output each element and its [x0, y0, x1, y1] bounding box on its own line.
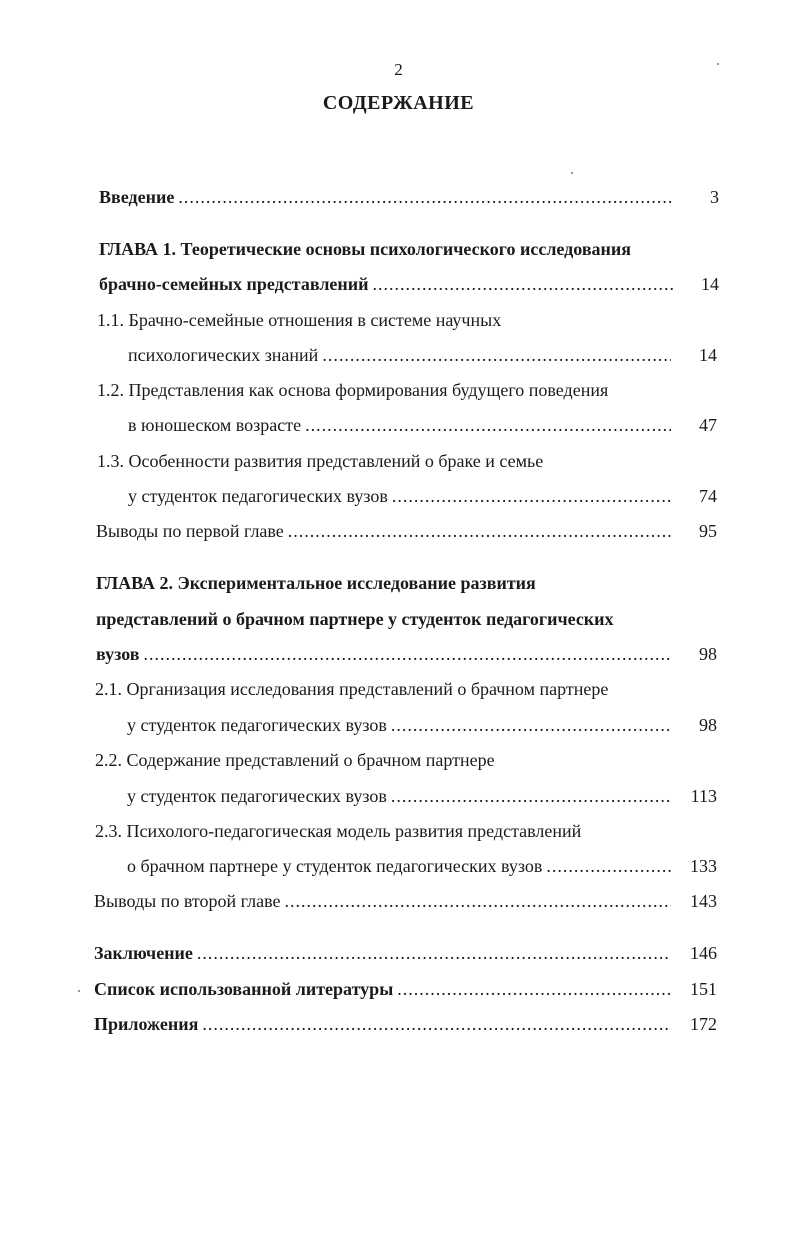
scan-speck: [78, 990, 80, 992]
scan-speck: [571, 172, 573, 174]
toc-section-1-2-title: [97, 379, 717, 401]
toc-entry-label: Выводы по первой главе: [96, 521, 284, 541]
page-number: 2: [394, 60, 403, 79]
toc-entry-label: 1.3. Особенности развития представлений о браке и семье: [97, 451, 544, 471]
toc-entry-label: Выводы по второй главе: [94, 891, 281, 911]
leader-dots: [284, 890, 671, 912]
toc-entry-label: у студенток педагогических вузов: [128, 486, 388, 506]
leader-dots: [546, 855, 671, 877]
toc-entry-conclusions-1: [96, 520, 717, 542]
toc-entry-page: 146: [690, 943, 717, 963]
toc-entry-page: 133: [690, 856, 717, 876]
toc-entry-page: 113: [690, 786, 717, 806]
toc-entry-label: ГЛАВА 1. Теоретические основы психологического исследования: [99, 239, 632, 259]
leader-dots: [392, 485, 671, 507]
leader-dots: [197, 942, 671, 964]
toc-section-2-2-title: [95, 749, 717, 771]
toc-entry-label: 1.1. Брачно-семейные отношения в системе научных: [97, 310, 502, 330]
toc-entry-label: Заключение: [94, 943, 193, 963]
toc-entry-page: 74: [699, 486, 717, 506]
toc-entry-page: 143: [690, 891, 717, 911]
toc-entry-label: в юношеском возрасте: [128, 415, 302, 435]
toc-entry-page: 98: [699, 644, 717, 664]
toc-entry-label: психологических знаний: [128, 345, 319, 365]
toc-section-2-2: [127, 785, 717, 807]
toc-entry-label: 1.2. Представления как основа формирования будущего поведения: [97, 380, 609, 400]
toc-section-2-1: [127, 714, 717, 736]
scan-speck: [717, 63, 719, 65]
toc-entry-label: брачно-семейных представлений: [99, 274, 369, 294]
leader-dots: [178, 186, 673, 208]
toc-section-1-1-title: [97, 309, 717, 331]
leader-dots: [373, 273, 673, 295]
toc-entry-label: у студенток педагогических вузов: [127, 715, 387, 735]
leader-dots: [322, 344, 671, 366]
toc-entry-page: 95: [699, 521, 717, 541]
leader-dots: [391, 785, 671, 807]
toc-entry-label: 2.2. Содержание представлений о брачном партнере: [95, 750, 495, 770]
toc-entry-page: 98: [699, 715, 717, 735]
toc-entry-label: вузов: [96, 644, 140, 664]
toc-section-2-1-title: [95, 678, 717, 700]
toc-section-1-3: [128, 485, 717, 507]
toc-entry-intro: [99, 186, 719, 208]
leader-dots: [305, 414, 671, 436]
toc-section-1-1: [128, 344, 717, 366]
toc-entry-page: 3: [710, 187, 719, 207]
toc-section-2-3-title: [95, 820, 717, 842]
toc-entry-label: ГЛАВА 2. Экспериментальное исследование развития: [96, 573, 536, 593]
toc-entry-page: 14: [701, 274, 719, 294]
toc-entry-label: о брачном партнере у студенток педагогических вузов: [127, 856, 543, 876]
toc-entry-label: Приложения: [94, 1014, 199, 1034]
leader-dots: [202, 1013, 671, 1035]
toc-chapter-1: [99, 273, 719, 295]
toc-entry-label: Список использованной литературы: [94, 979, 394, 999]
toc-entry-label: 2.3. Психолого-педагогическая модель развития представлений: [95, 821, 582, 841]
toc-entry-label: Введение: [99, 187, 175, 207]
leader-dots: [391, 714, 671, 736]
leader-dots: [288, 520, 671, 542]
toc-chapter-2: [96, 643, 717, 665]
toc-entry-page: 47: [699, 415, 717, 435]
toc-entry-label: представлений о брачном партнере у студенток педагогических: [96, 609, 614, 629]
toc-section-1-2: [128, 414, 717, 436]
toc-entry-page: 14: [699, 345, 717, 365]
leader-dots: [397, 978, 671, 1000]
toc-section-1-3-title: [97, 450, 717, 472]
toc-chapter-1-title: [99, 238, 719, 260]
toc-entry-appendices: [94, 1013, 717, 1035]
page-title: СОДЕРЖАНИЕ: [322, 92, 475, 114]
toc-entry-label: 2.1. Организация исследования представлений о брачном партнере: [95, 679, 609, 699]
toc-section-2-3: [127, 855, 717, 877]
leader-dots: [144, 643, 671, 665]
toc-entry-conclusions-2: [94, 890, 717, 912]
toc-entry-page: 151: [690, 979, 717, 999]
toc-entry-page: 172: [690, 1014, 717, 1034]
toc-entry-references: [94, 978, 717, 1000]
toc-entry-label: у студенток педагогических вузов: [127, 786, 387, 806]
toc-chapter-2-title-line-2: [96, 608, 717, 630]
toc-chapter-2-title-line-1: [96, 572, 717, 594]
toc-entry-conclusion: [94, 942, 717, 964]
